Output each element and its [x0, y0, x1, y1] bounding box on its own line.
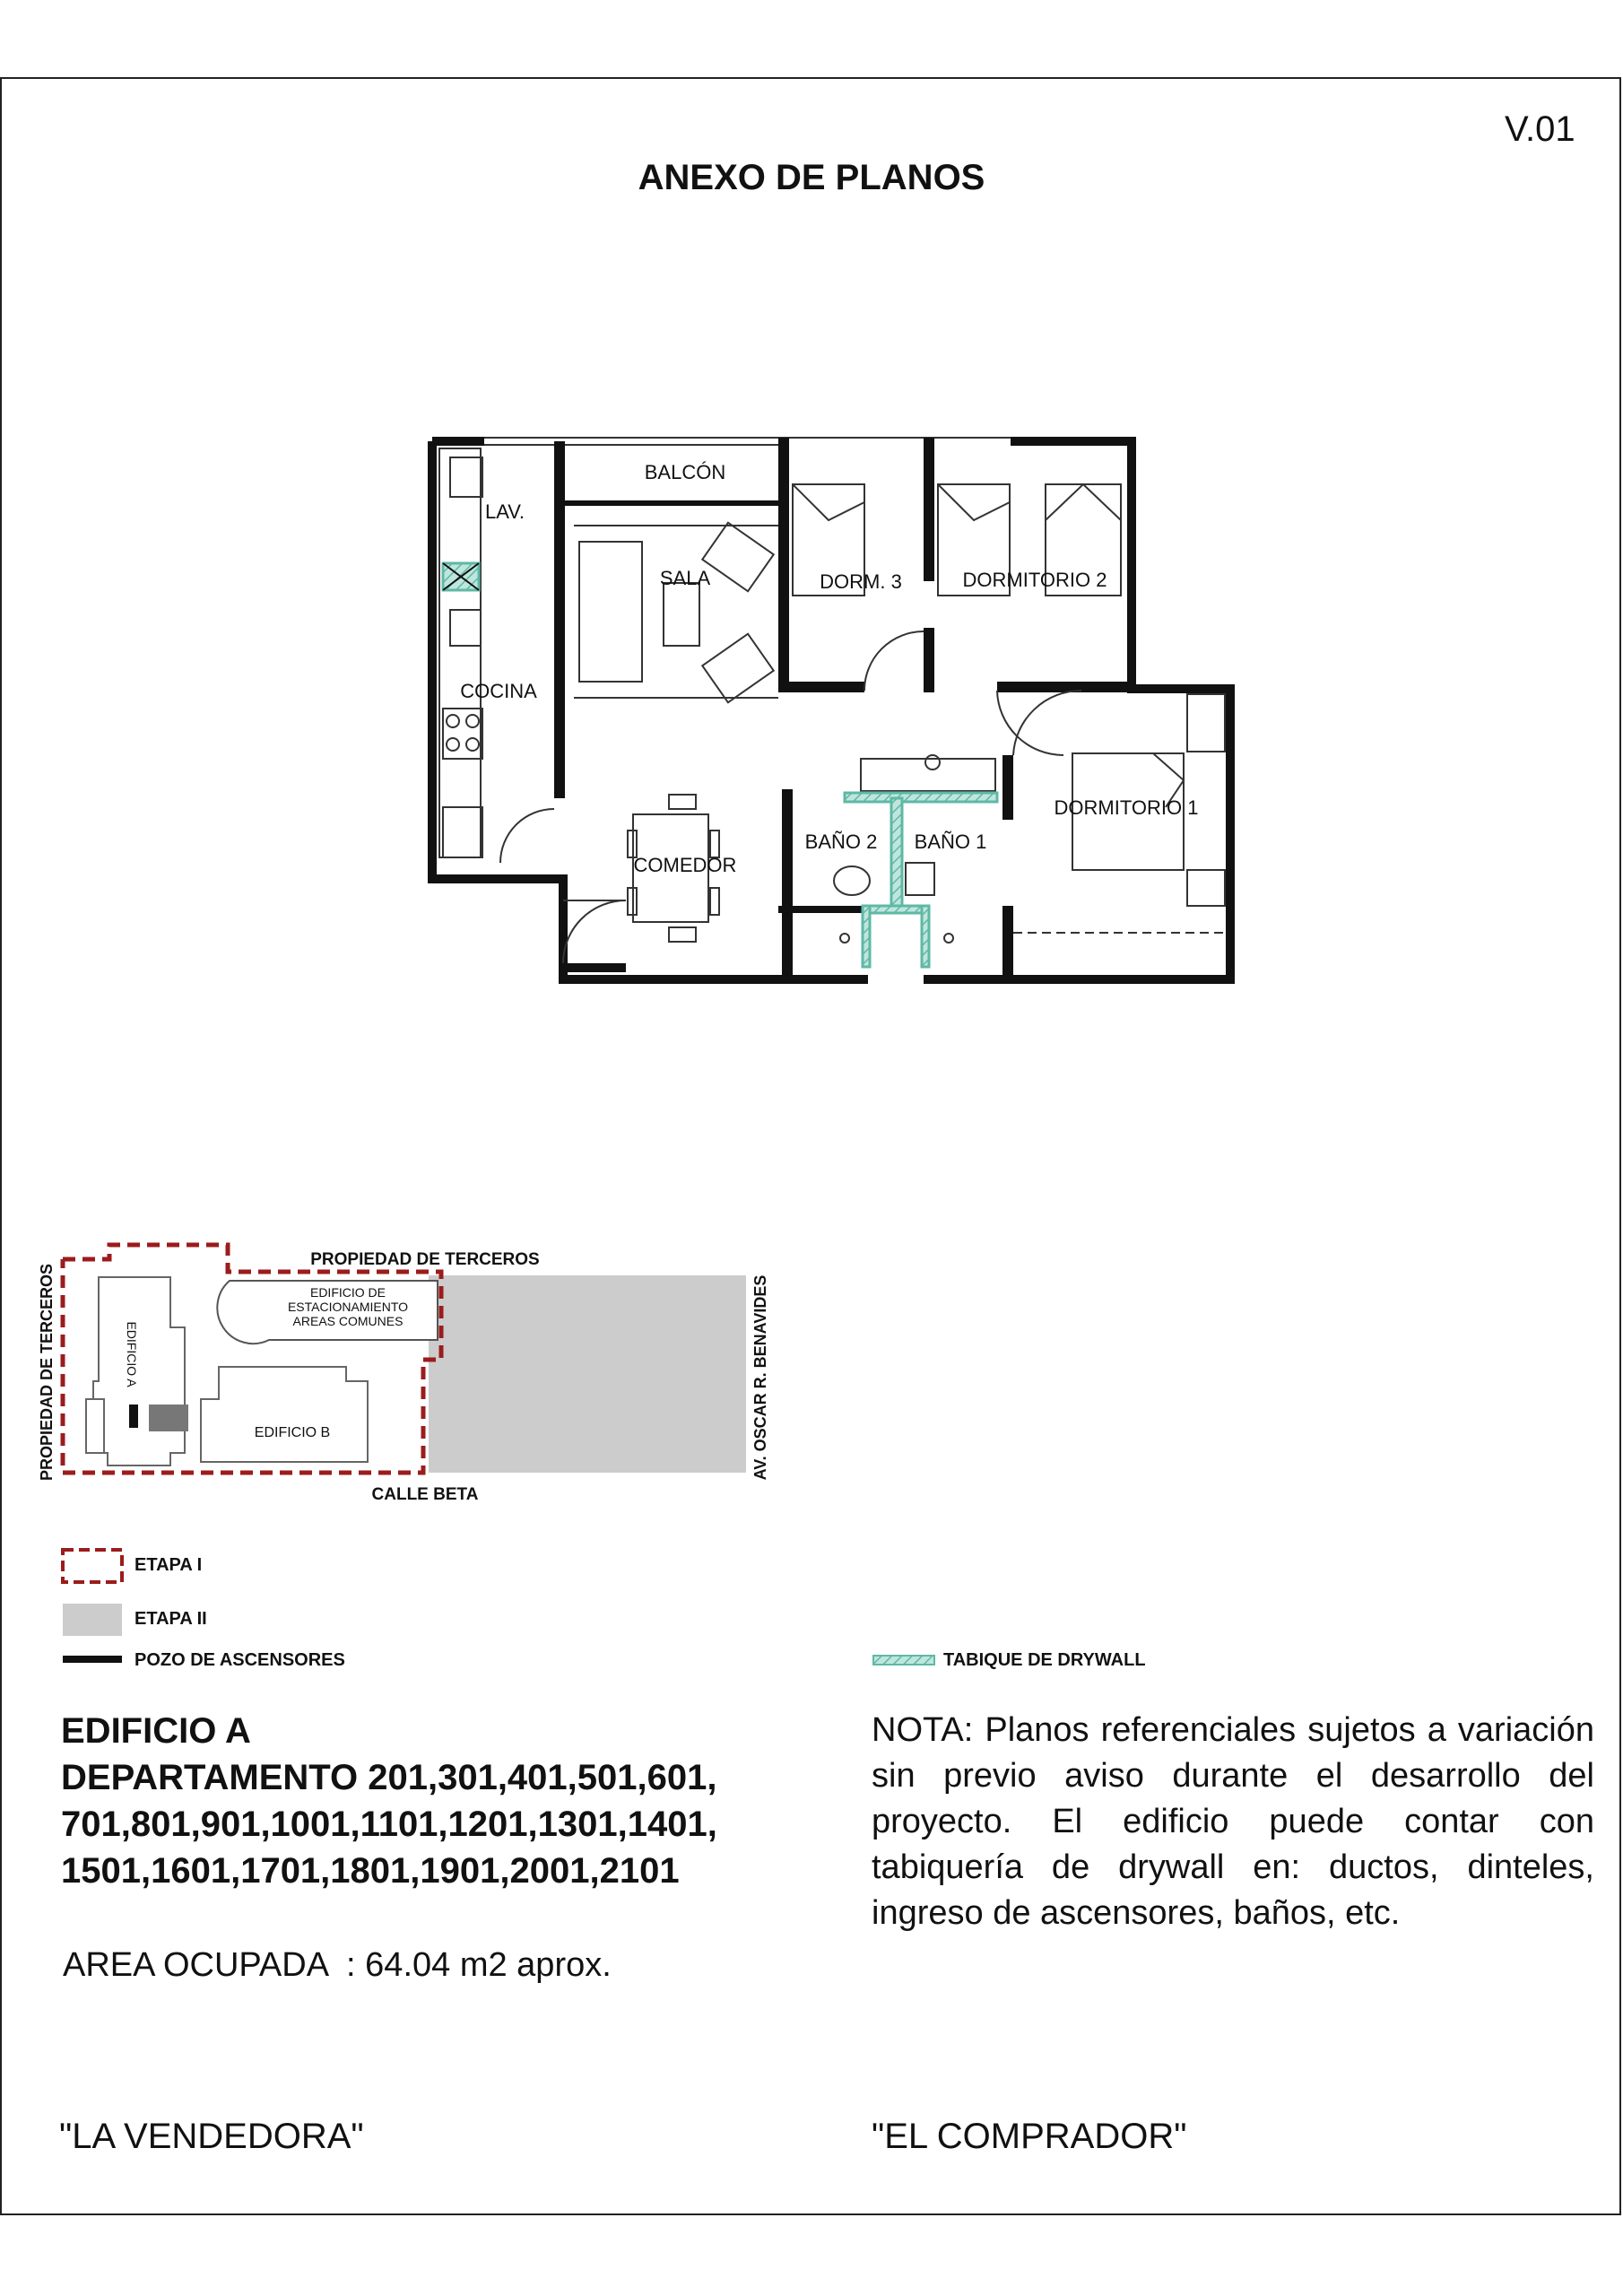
parking-label-2: ESTACIONAMIENTO: [287, 1300, 409, 1314]
signature-seller: "LA VENDEDORA": [59, 2117, 364, 2156]
legend-pozo-swatch: [63, 1656, 122, 1663]
door-entry: [563, 900, 626, 963]
site-east-label: AV. OSCAR R. BENAVIDES: [751, 1274, 769, 1481]
room-label-dorm3: DORM. 3: [820, 570, 902, 593]
version-label: V.01: [1505, 109, 1575, 149]
units-line-3: 1501,1601,1701,1801,1901,2001,2101: [61, 1851, 680, 1891]
outer-wall-east: [1002, 441, 1230, 979]
building-info: [61, 1708, 717, 1894]
parking-label-1: EDIFICIO DE: [309, 1285, 386, 1300]
etapa2-area: [429, 1275, 746, 1473]
room-label-dorm2: DORMITORIO 2: [962, 569, 1107, 591]
room-label-cocina: COCINA: [460, 680, 537, 702]
room-label-comedor: COMEDOR: [633, 854, 737, 876]
room-label-lav: LAV.: [485, 500, 525, 523]
legend-pozo-label: POZO DE ASCENSORES: [135, 1650, 345, 1670]
unit-highlight: [149, 1405, 188, 1431]
legend-etapa1-swatch: [63, 1550, 122, 1582]
units-line-1: DEPARTAMENTO 201,301,401,501,601,: [61, 1758, 717, 1797]
door-dorm3: [864, 631, 924, 691]
site-south-label: CALLE BETA: [371, 1485, 479, 1504]
room-label-sala: SALA: [659, 567, 711, 589]
page-title: ANEXO DE PLANOS: [638, 158, 985, 197]
door-kitchen: [500, 809, 554, 863]
signature-buyer: "EL COMPRADOR": [872, 2117, 1187, 2156]
parking-label-3: AREAS COMUNES: [292, 1314, 404, 1328]
edificio-b-label: EDIFICIO B: [254, 1425, 331, 1440]
building-name: EDIFICIO A: [61, 1711, 251, 1751]
room-label-balcon: BALCÓN: [644, 461, 726, 483]
legend-etapa2-swatch: [63, 1604, 122, 1636]
legend-drywall-swatch: [873, 1656, 934, 1665]
room-label-bano2: BAÑO 2: [804, 831, 878, 853]
edificio-a-label: EDIFICIO A: [125, 1321, 139, 1387]
door-dorm2: [997, 691, 1063, 755]
site-north-label: PROPIEDAD DE TERCEROS: [310, 1250, 540, 1269]
units-line-2: 701,801,901,1001,1101,1201,1301,1401,: [61, 1805, 717, 1844]
legend-drywall-label: TABIQUE DE DRYWALL: [943, 1650, 1146, 1670]
area-ocupada: AREA OCUPADA : 64.04 m2 aprox.: [63, 1946, 612, 1984]
room-label-bano1: BAÑO 1: [914, 831, 987, 853]
room-label-dorm1: DORMITORIO 1: [1054, 796, 1199, 819]
pozo-ascensores-mark: [129, 1405, 138, 1428]
site-plan: [38, 1245, 769, 1504]
door-dorm1: [1013, 691, 1081, 755]
note-text: NOTA: Planos referenciales sujetos a variación sin previo aviso durante el desarrollo del proyecto. El edificio puede contar con tabiquería de drywall en: ductos, dinteles, ingreso de ascensores, baños, etc.: [872, 1711, 1594, 1932]
legend-etapa1-label: ETAPA I: [135, 1555, 203, 1575]
floor-plan: [432, 438, 1230, 979]
site-west-label: PROPIEDAD DE TERCEROS: [38, 1263, 56, 1482]
legend-etapa2-label: ETAPA II: [135, 1609, 207, 1629]
